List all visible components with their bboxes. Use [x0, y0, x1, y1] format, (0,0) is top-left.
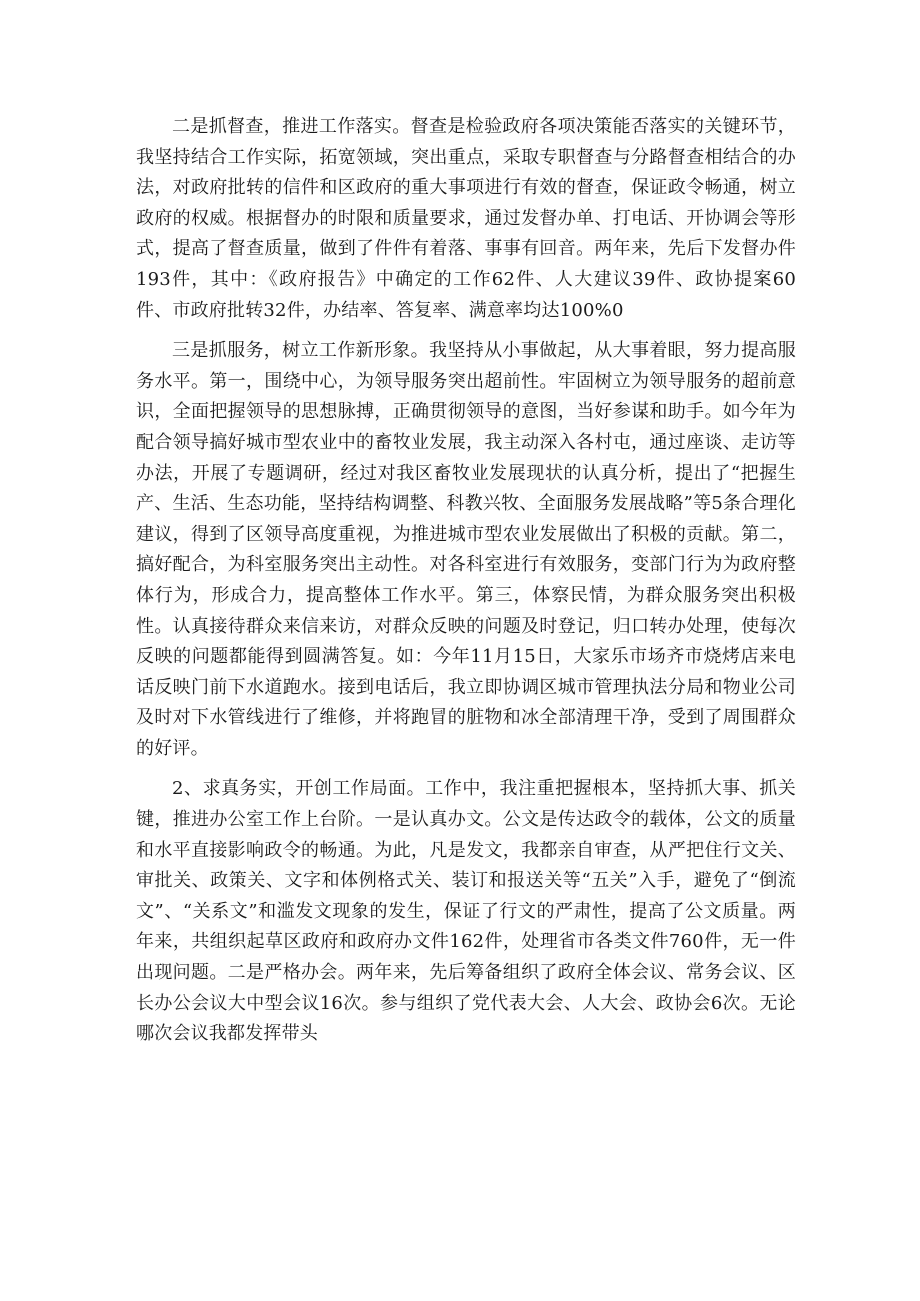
paragraph-service: 三是抓服务，树立工作新形象。我坚持从小事做起，从大事着眼，努力提高服务水平。第一，围绕中心，为领导服务突出超前性。牢固树立为领导服务的超前意识，全面把握领导的思想脉搏，正确贯彻领导的意图，当好参谋和助手。如今年为配合领导搞好城市型农业中的畜牧业发展，我主动深入各村屯，通过座谈、走访等办法，开展了专题调研，经过对我区畜牧业发展现状的认真分析，提出了“把握生产、生活、生态功能，坚持结构调整、科教兴牧、全面服务发展战略”等5条合理化建议，得到了区领导高度重视，为推进城市型农业发展做出了积极的贡献。第二，搞好配合，为科室服务突出主动性。对各科室进行有效服务，变部门行为为政府整体行为，形成合力，提高整体工作水平。第三，体察民情，为群众服务突出积极性。认真接待群众来信来访，对群众反映的问题及时登记，归口转办处理，使每次反映的问题都能得到圆满答复。如：今年11月15日，大家乐市场齐市烧烤店来电话反映门前下水道跑水。接到电话后，我立即协调区城市管理执法分局和物业公司及时对下水管线进行了维修，并将跑冒的脏物和冰全部清理干净，受到了周围群众的好评。	[136, 340, 796, 759]
paragraph-supervision: 二是抓督查，推进工作落实。督查是检验政府各项决策能否落实的关键环节，我坚持结合工作实际，拓宽领域，突出重点，采取专职督查与分路督查相结合的办法，对政府批转的信件和区政府的重大事项进行有效的督查，保证政令畅通，树立政府的权威。根据督办的时限和质量要求，通过发督办单、打电话、开协调会等形式，提高了督查质量，做到了件件有着落、事事有回音。两年来，先后下发督办件193件，其中：《政府报告》中确定的工作62件、人大建议39件、政协提案60件、市政府批转32件，办结率、答复率、满意率均达100%0	[136, 116, 796, 321]
document-body	[136, 112, 796, 1060]
paragraph-pragmatic: 2、求真务实，开创工作局面。工作中，我注重把握根本，坚持抓大事、抓关键，推进办公室工作上台阶。一是认真办文。公文是传达政令的载体，公文的质量和水平直接影响政令的畅通。为此，凡是发文，我都亲自审查，从严把住行文关、审批关、政策关、文字和体例格式关、装订和报送关等“五关”入手，避免了“倒流文”、“关系文”和滥发文现象的发生，保证了行文的严肃性，提高了公文质量。两年来，共组织起草区政府和政府办文件162件，处理省市各类文件760件，无一件出现问题。二是严格办会。两年来，先后筹备组织了政府全体会议、常务会议、区长办公会议大中型会议16次。参与组织了党代表大会、人大会、政协会6次。无论哪次会议我都发挥带头	[136, 778, 796, 1045]
